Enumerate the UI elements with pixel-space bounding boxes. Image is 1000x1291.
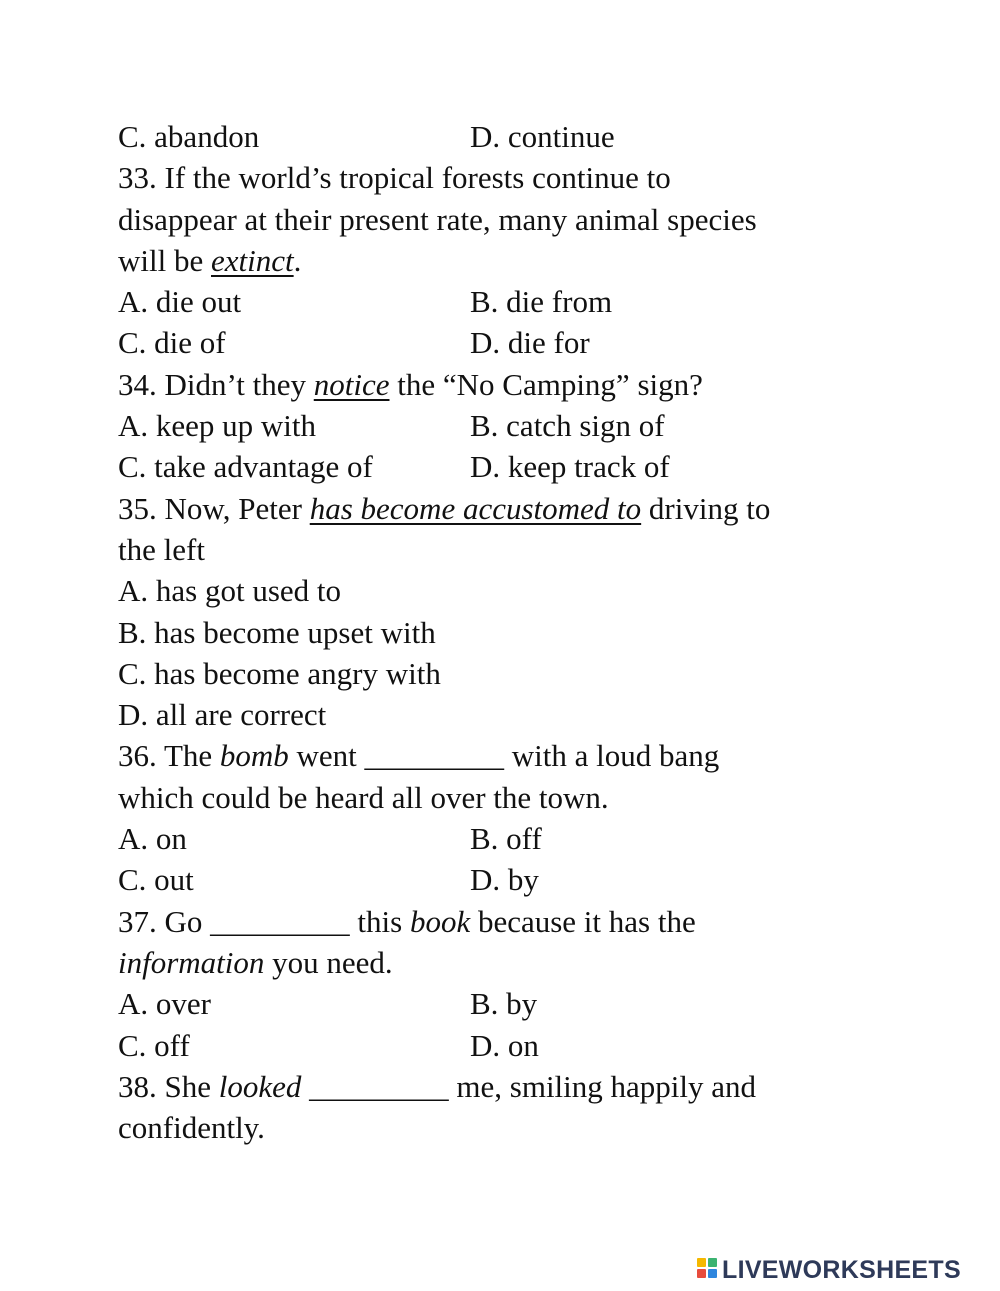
q36-text: 36. The (118, 738, 220, 774)
q35-text-end: driving to (641, 490, 771, 526)
option-row (118, 1025, 918, 1066)
question-33-line-1: 33. If the world’s tropical forests continue to (118, 160, 671, 196)
option-a: A. die out (118, 284, 242, 320)
q38-text-end: _________ me, smiling happily and (301, 1068, 757, 1104)
question-35-line-1 (118, 488, 918, 529)
q37-keyword: book (409, 903, 471, 939)
liveworksheets-logo-icon (697, 1258, 719, 1282)
option-row (118, 818, 918, 859)
q37-keyword-2: information (118, 944, 265, 980)
option-row (118, 446, 918, 487)
option-a: A. keep up with (118, 408, 317, 444)
q38-keyword: looked (218, 1068, 302, 1104)
option-c: C. out (118, 862, 194, 898)
option-d: D. by (470, 862, 539, 898)
q33-keyword: extinct (211, 242, 294, 278)
question-38-line-1 (118, 1066, 918, 1107)
q36-text-end: went _________ with a loud bang (288, 738, 720, 774)
option-d: D. keep track of (470, 449, 670, 485)
q33-text: will be (118, 242, 211, 278)
q35-text: 35. Now, Peter (118, 490, 310, 526)
question-33-line-3 (118, 240, 918, 281)
option-c: C. has become angry with (118, 655, 441, 691)
option-c: C. die of (118, 325, 226, 361)
option-c: C. abandon (118, 119, 260, 154)
option-row (118, 116, 918, 157)
footer-brand (697, 1255, 997, 1285)
option-row (118, 281, 918, 322)
question-38-line-2: confidently. (118, 1110, 265, 1146)
question-36-line-1 (118, 735, 918, 776)
option-row (118, 405, 918, 446)
option-d: D. die for (470, 325, 590, 361)
q38-text: 38. She (118, 1068, 219, 1104)
option-d: D. on (470, 1027, 539, 1063)
question-34-line-1 (118, 364, 918, 405)
q37-text-end: because it has the (470, 903, 696, 939)
question-36-line-2: which could be heard all over the town. (118, 779, 609, 815)
question-37-line-2 (118, 942, 918, 983)
q35-keyword: has become accustomed to (309, 490, 642, 526)
question-33-line-2: disappear at their present rate, many animal species (118, 201, 757, 237)
option-b: B. by (470, 986, 538, 1022)
option-b: B. off (470, 821, 542, 857)
option-a: A. has got used to (118, 573, 342, 609)
brand-name: LIVEWORKSHEETS (722, 1255, 961, 1284)
option-b: B. catch sign of (470, 408, 665, 444)
option-d: D. continue (470, 119, 615, 154)
q37-text: 37. Go _________ this (118, 903, 410, 939)
option-row (118, 983, 918, 1024)
q33-period: . (293, 242, 302, 278)
question-35-line-2: the left (118, 531, 205, 567)
q34-keyword: notice (313, 366, 390, 402)
q34-text-end: the “No Camping” sign? (389, 366, 703, 402)
question-37-line-1 (118, 901, 918, 942)
option-row (118, 322, 918, 363)
option-d: D. all are correct (118, 697, 327, 733)
option-a: A. on (118, 821, 187, 857)
q34-text: 34. Didn’t they (118, 366, 314, 402)
option-b: B. has become upset with (118, 614, 436, 650)
option-c: C. take advantage of (118, 449, 373, 485)
q36-keyword: bomb (219, 738, 289, 774)
worksheet-page (118, 116, 918, 1148)
option-a: A. over (118, 986, 211, 1022)
option-c: C. off (118, 1027, 190, 1063)
option-row (118, 859, 918, 900)
option-b: B. die from (470, 284, 613, 320)
q37-text-2: you need. (264, 944, 393, 980)
